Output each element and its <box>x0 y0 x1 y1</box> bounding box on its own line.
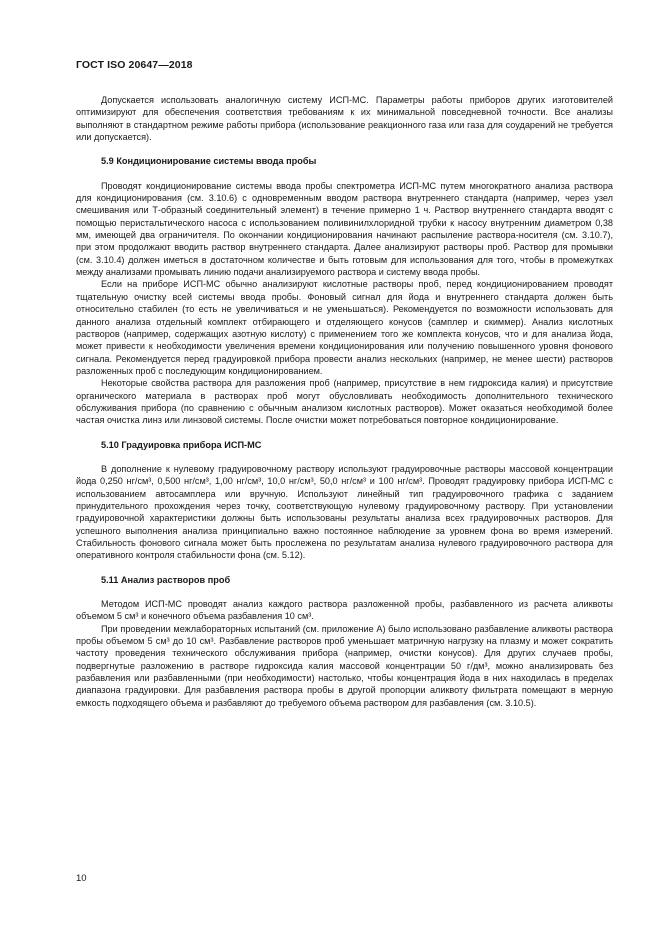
paragraph: Методом ИСП-МС проводят анализ каждого раствора разложенной пробы, разбавленного из расчета аликвоты объемом 5 см³ и конечного объема разбавления 10 см³. <box>76 599 613 622</box>
standard-header: ГОСТ ISO 20647—2018 <box>76 59 193 71</box>
paragraph: В дополнение к нулевому градуировочному раствору используют градуировочные растворы массовой концентрации йода 0,250 нг/см³, 0,500 нг/см³, 1,00 нг/см³, 10,0 нг/см³, 50,0 нг/см³ и 100 нг/см³. Проводят градуировку прибора ИСП-МС с использованием автосамплера или вручную. Используют линейный тип градуировочного графика с заданием принудительного прохождения через точку, соответствующую нулевому градуировочному раствору. При установлении градуировочной характеристики должны быть использованы результаты анализа всех градуировочных растворов. Для успешного выполнения анализа принципиально важно постоянное наблюдение за уровнем фона во время измерений. Стабильность фонового сигнала может быть прослежена по результатам анализа нулевого градуировочного раствора для оперативного контроля стабильности фона (см. 5.12). <box>76 463 613 561</box>
section-heading-5-11: 5.11 Анализ растворов проб <box>101 574 231 585</box>
page-number: 10 <box>76 873 87 884</box>
paragraph: Проводят кондиционирование системы ввода пробы спектрометра ИСП-МС путем многократного анализа раствора для кондиционирования (см. 3.10.6) с одновременным вводом раствора внутреннего стандарта (например, через узел смешивания или Т-образный соединительный элемент) в течение примерно 1 ч. Раствор внутреннего стандарта вводят с помощью перистальтического насоса с использованием поливинилхлоридной трубки к насосу внутренним диаметром 0,38 мм, имеющей два ограничителя. По окончании кондиционирования начинают распыление раствора-носителя (см. 3.10.7), при этом продолжают вводить раствор внутреннего стандарта. Далее анализируют растворы проб. Раствор для промывки (см. 3.10.4) должен иметься в достаточном количестве и быть готовым для использования для того, чтобы в промежутках между анализами промывать линию подачи анализируемого раствора и систему ввода пробы. <box>76 180 613 278</box>
section-heading-5-10: 5.10 Градуировка прибора ИСП-МС <box>101 439 262 450</box>
paragraph: Допускается использовать аналогичную систему ИСП-МС. Параметры работы приборов других изготовителей оптимизируют для обеспечения соответствия требованиям к их минимальной повседневной точности. Все анализы выполняют в стандартном режиме работы прибора (использование реакционного газа или газа для соударений не требуется или допускается). <box>76 95 613 143</box>
document-body <box>76 94 613 709</box>
section-heading-5-9: 5.9 Кондиционирование системы ввода пробы <box>101 156 317 167</box>
paragraph: При проведении межлабораторных испытаний (см. приложение А) было использовано разбавление аликвоты раствора пробы объемом 5 см³ до 10 см³. Разбавление растворов проб уменьшает матричную нагрузку на плазму и может сократить частоту проведения технического обслуживания прибора (например, очистки конусов). Для других случаев пробы, подвергнутые разложению в растворе гидроксида калия массовой концентрации 50 г/дм³, можно анализировать без разбавления или разбавленными (при необходимости) настолько, чтобы концентрация йода в них находилась в пределах диапазона градуировки. Для разбавления раствора пробы в другой пропорции аликвоту фильтрата помещают в мерную емкость подходящего объема и разбавляют до требуемого объема раствором для разбавления (см. 3.10.5). <box>76 623 613 708</box>
paragraph: Некоторые свойства раствора для разложения проб (например, присутствие в нем гидроксида калия) и присутствие органического материала в растворах проб могут обусловливать необходимость дополнительного технического обслуживания прибора (по сравнению с обычным анализом кислотных растворов). Может оказаться необходимой более частая очистка линз или линзовой системы. После очистки может потребоваться повторное кондиционирование. <box>76 378 613 426</box>
paragraph: Если на приборе ИСП-МС обычно анализируют кислотные растворы проб, перед кондиционированием проводят тщательную очистку всей системы ввода пробы. Фоновый сигнал для йода и внутреннего стандарта должен быть относительно стабилен (то есть не увеличиваться и не уменьшаться). Рекомендуется по возможности использовать для данного анализа отдельный комплект отбирающего и отделяющего конусов (самплер и скиммер). Анализ кислотных растворов (например, содержащих азотную кислоту) с применением того же комплекта конусов, что и для анализа йода, может привести к необходимости увеличения времени кондиционирования или получению повышенного уровня фонового сигнала. Рекомендуется перед градуировкой прибора провести анализ нескольких (например, не менее шести) растворов разложенных проб с последующим кондиционированием. <box>76 279 613 376</box>
